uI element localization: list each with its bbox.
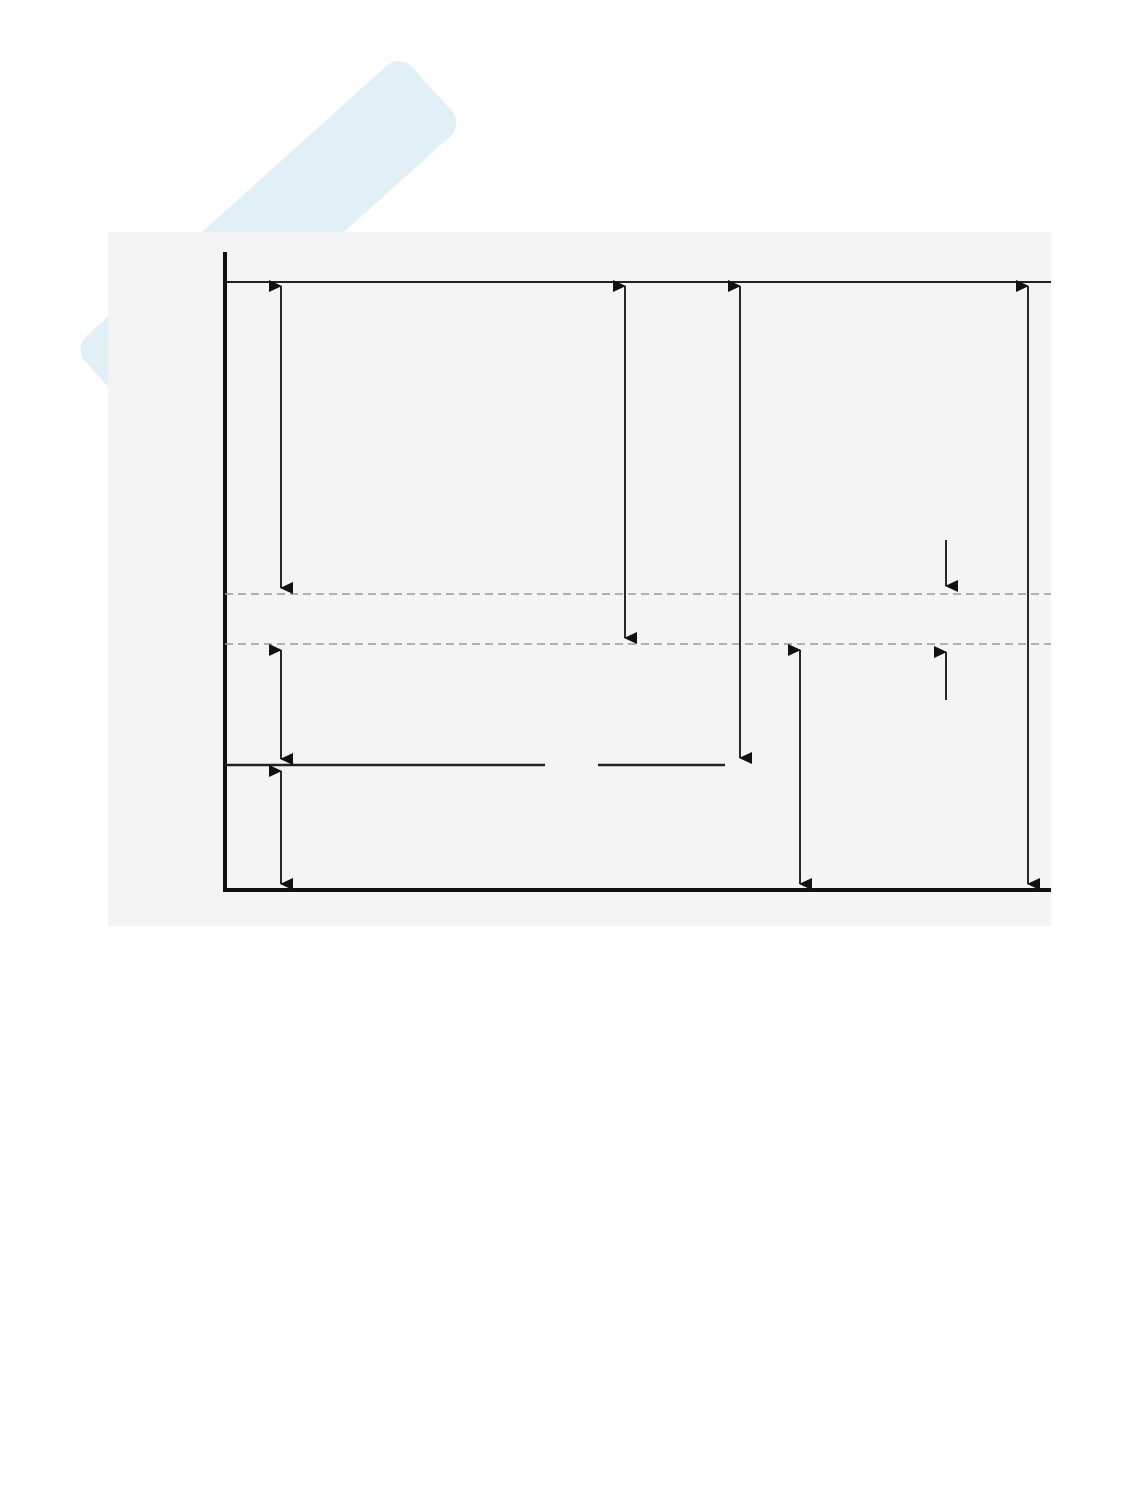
spirometry-diagram xyxy=(108,232,1051,926)
spirometry-figure xyxy=(108,232,1051,926)
